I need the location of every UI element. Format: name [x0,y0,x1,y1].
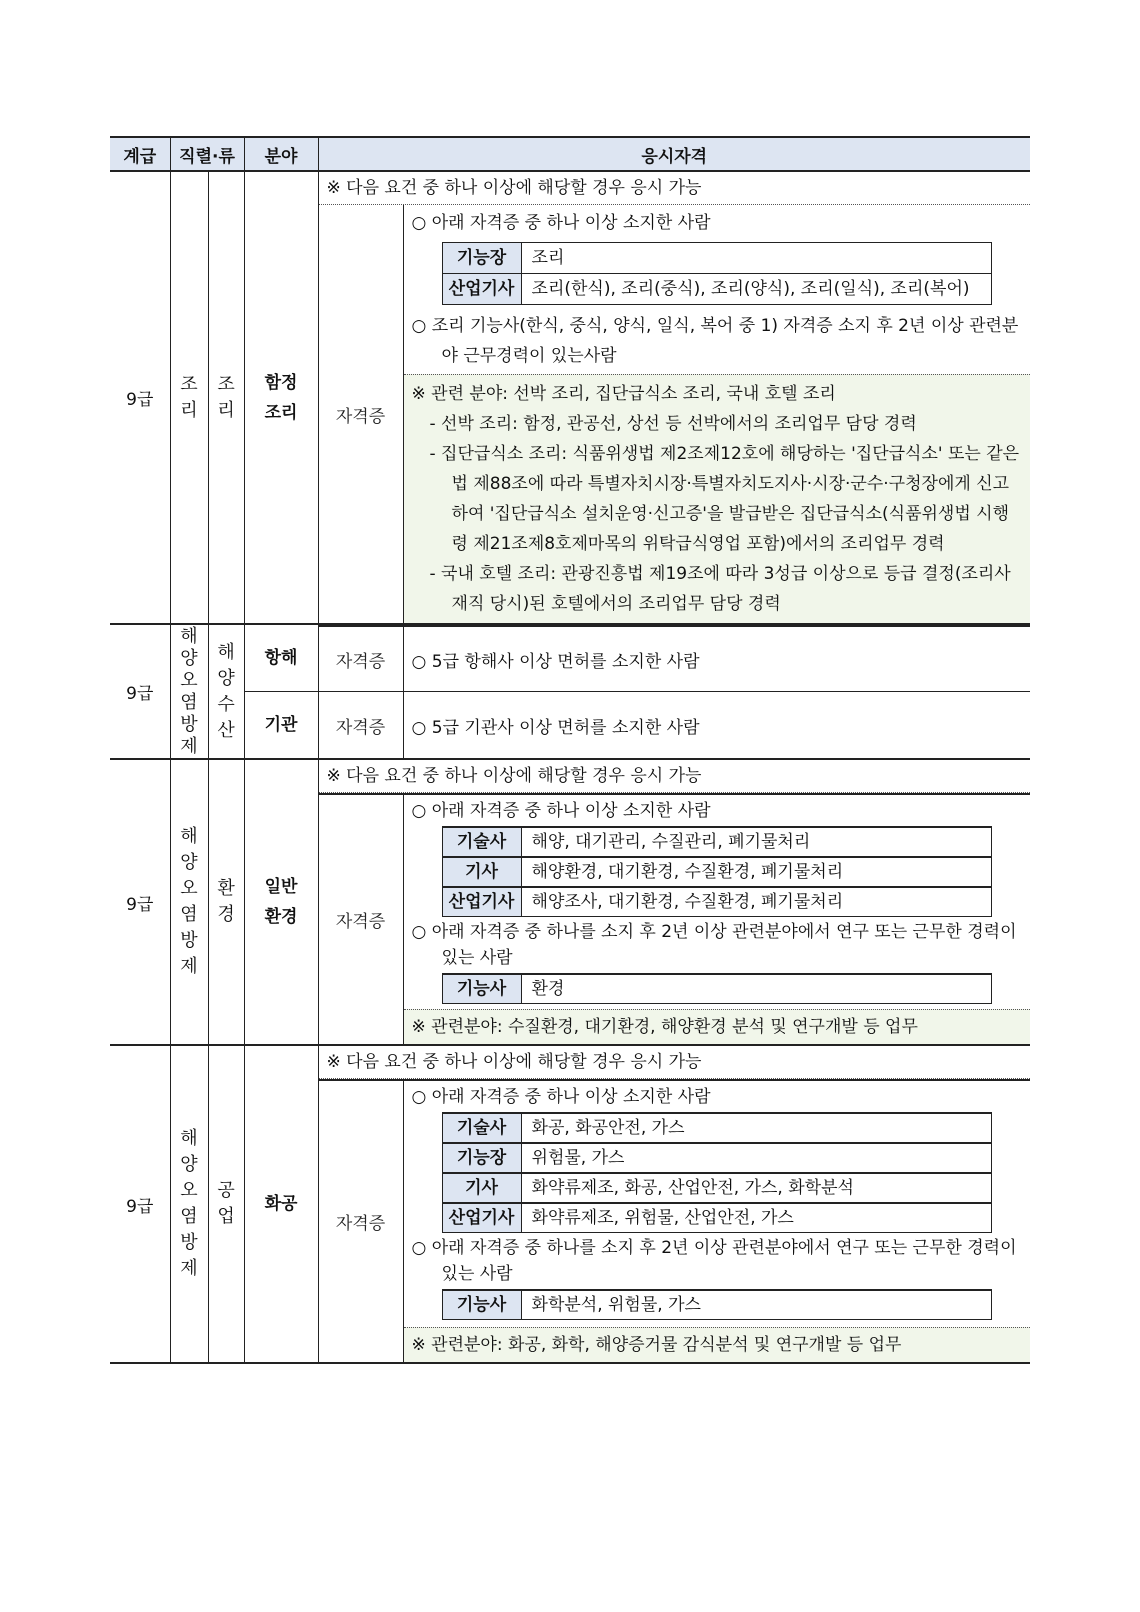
field-text: 일반 [264,877,298,897]
related-item: - 국내 호텔 조리: 관광진흥법 제19조에 따라 3성급 이상으로 등급 결정(조리사 재직 당시)된 호텔에서의 조리업무 담당 경력 [429,564,1011,614]
table-row [110,171,1030,624]
series-char: 오 [180,878,198,899]
cert-level: 기능사 [442,1290,521,1320]
cert-values: 해양환경, 대기환경, 수질환경, 폐기물처리 [521,857,991,887]
related-field-box [404,374,1031,623]
class-char: 리 [217,399,235,421]
qualification-cell [318,759,1030,1045]
requirement-item: ○ 조리 기능사(한식, 중식, 양식, 일식, 복어 중 1) 자격증 소지 후 2년 이상 관련분야 근무경력이 있는사람 [411,316,1019,366]
requirement-item: ○ 아래 자격증 중 하나를 소지 후 2년 이상 관련분야에서 연구 또는 근무한 경력이 있는 사람 [411,922,1017,968]
series-char: 오 [180,1180,198,1201]
class-cell [208,624,244,759]
series-char: 양 [180,1154,198,1175]
field-text: 조리 [264,402,298,423]
qualification-cell [318,692,1030,760]
class-char: 수 [217,693,235,715]
class-char: 양 [217,667,235,689]
related-field-box: ※ 관련분야: 화공, 화학, 해양증거물 감식분석 및 연구개발 등 업무 [404,1327,1031,1362]
series-cell [170,1045,208,1363]
cert-level: 기능사 [442,974,521,1004]
series-char: 염 [180,691,198,713]
cert-table [442,973,992,1004]
cert-table [442,242,992,305]
cert-level: 산업기사 [442,887,521,917]
header-row [110,137,1030,171]
series-char: 제 [180,1258,198,1279]
series-char: 해 [180,1128,198,1149]
series-char: 제 [180,956,198,977]
series-char: 조 [180,373,198,395]
qual-type: 자격증 [319,794,404,1044]
class-char: 산 [217,719,235,741]
class-char: 업 [217,1206,235,1227]
series-cell [170,171,208,624]
class-char: 조 [217,373,235,395]
qualification-cell [318,1045,1030,1363]
field-text: 함정 [264,372,298,393]
cert-values: 화약류제조, 위험물, 산업안전, 가스 [521,1203,991,1233]
class-cell [208,1045,244,1363]
grade-cell: 9급 [110,759,170,1045]
series-char: 양 [180,647,198,669]
cert-values: 해양, 대기관리, 수질관리, 폐기물처리 [521,827,991,857]
note-top: ※ 다음 요건 중 하나 이상에 해당할 경우 응시 가능 [319,172,1031,205]
cert-values: 화공, 화공안전, 가스 [521,1113,991,1143]
related-field-box: ※ 관련분야: 수질환경, 대기환경, 해양환경 분석 및 연구개발 등 업무 [404,1009,1031,1044]
qual-type: 자격증 [319,1080,404,1362]
qual-type: 자격증 [319,626,404,691]
cert-level: 기능장 [442,1143,521,1173]
cert-values: 화약류제조, 화공, 산업안전, 가스, 화학분석 [521,1173,991,1203]
series-char: 방 [180,713,198,735]
field-cell [244,171,318,624]
series-char: 방 [180,930,198,951]
cert-values: 조리(한식), 조리(중식), 조리(양식), 조리(일식), 조리(복어) [521,274,991,305]
cert-level: 기사 [442,857,521,887]
table-row [110,692,1030,760]
related-item: - 선박 조리: 함정, 관공선, 상선 등 선박에서의 조리업무 담당 경력 [429,414,917,434]
qualification-cell [318,624,1030,692]
class-char: 해 [217,641,235,663]
series-cell [170,624,208,759]
series-char: 리 [180,399,198,421]
series-cell [170,759,208,1045]
qual-type: 자격증 [319,205,404,623]
requirement-item: ○ 아래 자격증 중 하나 이상 소지한 사람 [411,213,711,233]
class-char: 환 [217,878,235,899]
qual-body [403,794,1030,1044]
requirement-item: ○ 5급 기관사 이상 면허를 소지한 사람 [411,717,700,738]
grade-cell: 9급 [110,1045,170,1363]
field-cell [244,759,318,1045]
table-row [110,759,1030,1045]
series-char: 해 [180,826,198,847]
class-cell [208,759,244,1045]
qual-type: 자격증 [319,692,404,758]
series-char: 해 [180,625,198,647]
requirement-item: ○ 아래 자격증 중 하나 이상 소지한 사람 [411,801,711,821]
requirement-item: ○ 아래 자격증 중 하나 이상 소지한 사람 [411,1087,711,1107]
cert-level: 기사 [442,1173,521,1203]
cert-table [442,1112,992,1233]
header-field: 분야 [244,137,318,171]
qualification-table [110,136,1030,1364]
cert-level: 산업기사 [442,274,521,305]
grade-cell: 9급 [110,624,170,759]
header-qualification: 응시자격 [318,137,1030,171]
cert-level: 산업기사 [442,1203,521,1233]
series-char: 방 [180,1232,198,1253]
cert-level: 기능장 [442,243,521,274]
related-title: ※ 관련 분야: 선박 조리, 집단급식소 조리, 국내 호텔 조리 [411,384,836,404]
cert-level: 기술사 [442,827,521,857]
field-text: 환경 [264,907,298,927]
series-char: 양 [180,852,198,873]
series-char: 제 [180,735,198,757]
qual-body [403,205,1030,623]
series-char: 염 [180,904,198,925]
cert-values: 환경 [521,974,991,1004]
field-cell: 기관 [244,692,318,760]
note-top: ※ 다음 요건 중 하나 이상에 해당할 경우 응시 가능 [319,760,1031,793]
cert-values: 조리 [521,243,991,274]
field-cell: 항해 [244,624,318,692]
header-grade: 계급 [110,137,170,171]
cert-values: 화학분석, 위험물, 가스 [521,1290,991,1320]
cert-level: 기술사 [442,1113,521,1143]
class-char: 공 [217,1180,235,1201]
table-row [110,1045,1030,1363]
cert-values: 해양조사, 대기환경, 수질환경, 폐기물처리 [521,887,991,917]
grade-cell: 9급 [110,171,170,624]
cert-table [442,1289,992,1320]
cert-table [442,826,992,917]
cert-values: 위험물, 가스 [521,1143,991,1173]
requirement-item: ○ 5급 항해사 이상 면허를 소지한 사람 [403,626,1030,691]
requirement-item: ○ 아래 자격증 중 하나를 소지 후 2년 이상 관련분야에서 연구 또는 근무한 경력이 있는 사람 [411,1238,1017,1284]
related-item: - 집단급식소 조리: 식품위생법 제2조제12호에 해당하는 '집단급식소' 또는 같은 법 제88조에 따라 특별자치시장·특별자치도지사·시장·군수·구청장에게 신고하여 '집단급식소 설치운영·신고증'을 발급받은 집단급식소(식품위생법 시행령 제21조제8호제마목의 위탁급식영업 포함)에서의 조리업무 경력 [429,444,1020,554]
qual-body [403,1080,1030,1362]
qualification-inner [319,205,1031,623]
field-cell: 화공 [244,1045,318,1363]
table-row [110,624,1030,692]
header-series: 직렬·류 [170,137,244,171]
series-char: 오 [180,669,198,691]
qualification-table-sheet [110,136,1030,1364]
qualification-cell [318,171,1030,624]
note-top: ※ 다음 요건 중 하나 이상에 해당할 경우 응시 가능 [319,1046,1031,1079]
class-char: 경 [217,904,235,925]
series-char: 염 [180,1206,198,1227]
class-cell [208,171,244,624]
